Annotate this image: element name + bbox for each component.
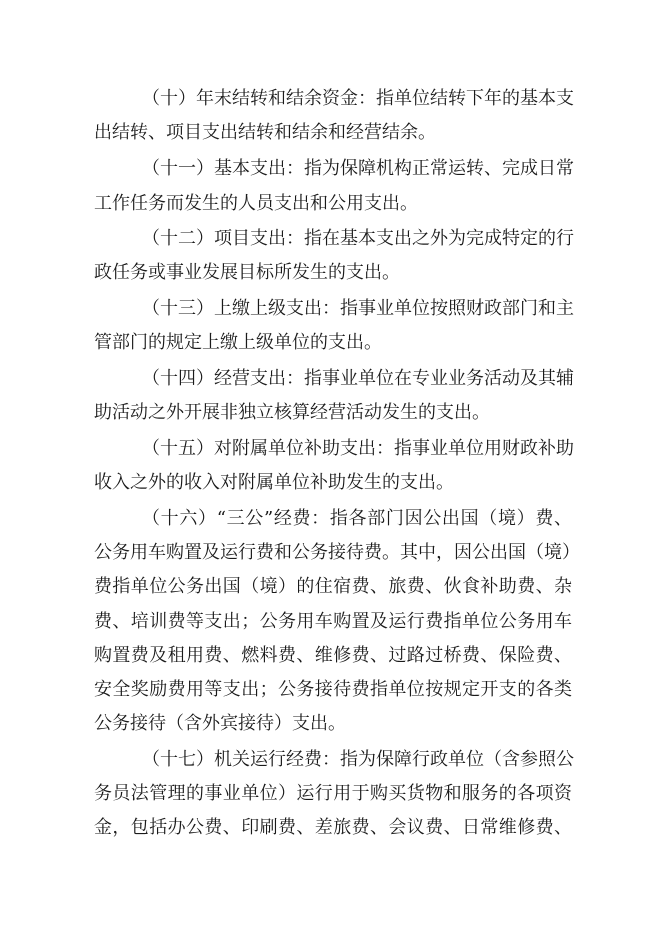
paragraph-11-line-2: 工作任务而发生的人员支出和公用支出。 [94,193,418,214]
paragraph-14-line-1: （十四）经营支出：指事业单位在专业业务活动及其辅 [142,368,574,389]
paragraph-13-line-2: 管部门的规定上缴上级单位的支出。 [94,332,382,353]
paragraph-12-line-1: （十二）项目支出：指在基本支出之外为完成特定的行 [142,228,574,249]
paragraph-17-line-3: 金，包括办公费、印刷费、差旅费、会议费、日常维修费、 [94,817,572,838]
paragraph-13-line-1: （十三）上缴上级支出：指事业单位按照财政部门和主 [142,298,574,319]
paragraph-17-line-2: 务员法管理的事业单位）运行用于购买货物和服务的各项资 [94,783,572,804]
paragraph-16-line-5: 购置费及租用费、燃料费、维修费、过路过桥费、保险费、 [94,645,572,666]
paragraph-10-line-1: （十）年末结转和结余资金：指单位结转下年的基本支 [142,88,574,109]
paragraph-16-line-1: （十六）“三公”经费：指各部门因公出国（境）费、 [142,508,572,529]
paragraph-12-line-2: 政任务或事业发展目标所发生的支出。 [94,262,400,283]
paragraph-11-line-1: （十一）基本支出：指为保障机构正常运转、完成日常 [142,158,574,179]
paragraph-16-line-6: 安全奖励费用等支出；公务接待费指单位按规定开支的各类 [94,679,572,700]
paragraph-17-line-1: （十七）机关运行经费：指为保障行政单位（含参照公 [142,749,574,770]
paragraph-15-line-2: 收入之外的收入对附属单位补助发生的支出。 [94,472,454,493]
paragraph-14-line-2: 助活动之外开展非独立核算经营活动发生的支出。 [94,402,490,423]
paragraph-16-line-4: 费、培训费等支出；公务用车购置及运行费指单位公务用车 [94,611,572,632]
paragraph-16-line-3: 费指单位公务出国（境）的住宿费、旅费、伙食补助费、杂 [94,576,572,597]
paragraph-16-line-7: 公务接待（含外宾接待）支出。 [94,713,346,734]
paragraph-10-line-2: 出结转、项目支出结转和结余和经营结余。 [94,122,436,143]
paragraph-15-line-1: （十五）对附属单位补助支出：指事业单位用财政补助 [142,438,574,459]
paragraph-16-line-2: 公务用车购置及运行费和公务接待费。其中，因公出国（境） [94,542,580,563]
